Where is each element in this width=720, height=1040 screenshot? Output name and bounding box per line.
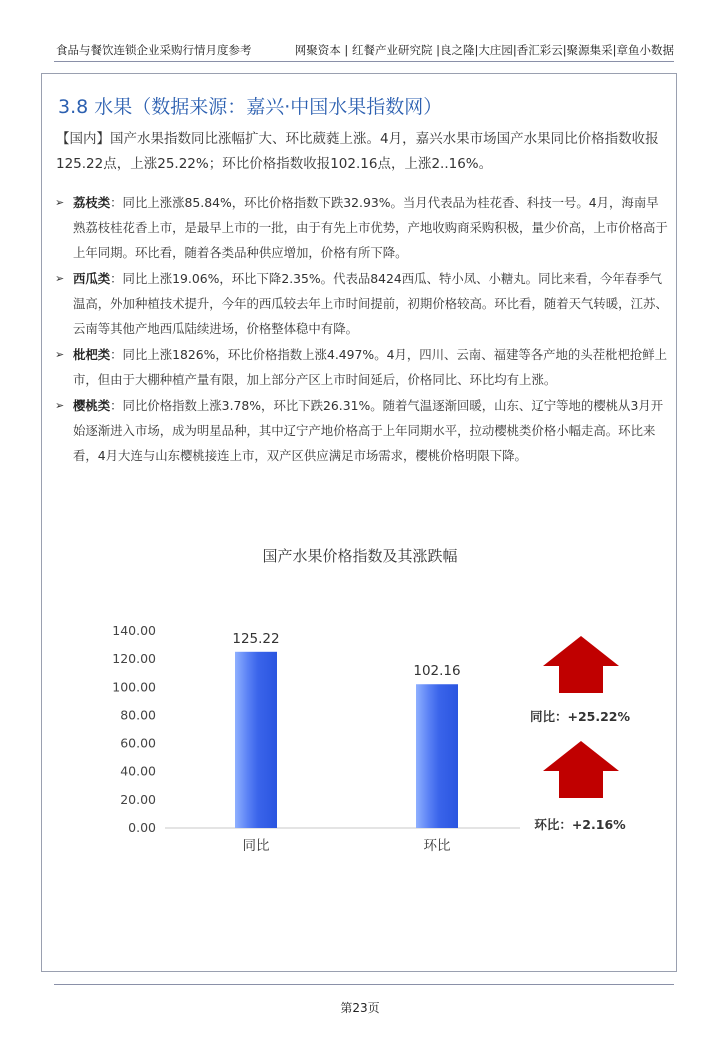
- up-arrow-icon: [543, 636, 619, 693]
- bullet-name: 枇杷类: [73, 347, 111, 362]
- bar-value-label: 102.16: [413, 663, 461, 680]
- arrow-bullet-icon: ➢: [55, 348, 65, 361]
- bullet-text: ：同比上涨涨85.84%，环比价格指数下跌32.93%。当月代表品为桂花香、科技一号。4月，海南早熟荔枝桂花香上市，是最早上市的一批，由于有先上市优势，产地收购商采购积极，量少价高，上市价格高于上年同期。环比看，随着各类品种供应增加，价格有所下降。: [73, 195, 668, 260]
- bar-1: [235, 652, 277, 828]
- bullet-text: ：同比上涨1826%，环比价格指数上涨4.497%。4月，四川、云南、福建等各产地的头茬枇杷抢鲜上市，但由于大棚种植产量有限，加上部分产区上市时间延后，价格同比、环比均有上涨。: [73, 347, 668, 387]
- bar-value-label: 125.22: [232, 630, 280, 647]
- y-tick-label: 20.00: [120, 791, 156, 807]
- header-left-title: 食品与餐饮连锁企业采购行情月度参考: [56, 43, 252, 57]
- page-number: 第23页: [340, 1001, 380, 1015]
- change-label: 同比：+25.22%: [529, 709, 631, 724]
- up-arrow-icon: [543, 741, 619, 798]
- y-tick-label: 140.00: [112, 623, 156, 638]
- bullet-text: ：同比价格指数上涨3.78%，环比下跌26.31%。随着气温逐渐回暖，山东、辽宁等地的樱桃从3月开始逐渐进入市场，成为明星品种，其中辽宁产地价格高于上年同期水平，拉动樱桃类价格小幅走高。环比来看，4月大连与山东樱桃接连上市，双产区供应满足市场需求，樱桃价格明限下降。: [73, 398, 664, 463]
- bullet-name: 樱桃类: [73, 398, 111, 413]
- y-tick-label: 120.00: [112, 651, 156, 667]
- y-tick-label: 60.00: [120, 735, 156, 751]
- chart-title: 国产水果价格指数及其涨跌幅: [262, 547, 458, 565]
- arrow-bullet-icon: ➢: [55, 196, 65, 209]
- bullet-name: 荔枝类: [73, 195, 111, 210]
- arrow-bullet-icon: ➢: [55, 272, 65, 285]
- x-category-label: 同比: [242, 838, 270, 854]
- bar-2: [416, 684, 458, 828]
- section-title: 3.8 水果（数据来源：嘉兴·中国水果指数网）: [58, 96, 443, 118]
- arrow-bullet-icon: ➢: [55, 399, 65, 412]
- header-right-sources: 网聚资本 | 红餐产业研究院 |良之隆|大庄园|香汇彩云|聚源集采|章鱼小数据: [294, 43, 674, 57]
- bullet-name: 西瓜类: [73, 271, 111, 286]
- x-category-label: 环比: [423, 838, 451, 854]
- y-tick-label: 0.00: [128, 820, 156, 835]
- bullet-text: ：同比上涨19.06%，环比下降2.35%。代表品8424西瓜、特小凤、小糖丸。同比来看，今年春季气温高，外加种植技术提升，今年的西瓜较去年上市时间提前，初期价格较高。环比看，随着天气转暖，江苏、云南等其他产地西瓜陆续进场，价格整体稳中有降。: [73, 271, 668, 336]
- section-intro: 【国内】国产水果指数同比涨幅扩大、环比葳蕤上涨。4月，嘉兴水果市场国产水果同比价格指数收报125.22点，上涨25.22%；环比价格指数收报102.16点，上涨2..16%。: [56, 131, 659, 172]
- footer-divider: [54, 984, 674, 985]
- y-tick-label: 40.00: [120, 763, 156, 779]
- y-tick-label: 100.00: [112, 679, 156, 695]
- y-tick-label: 80.00: [120, 707, 156, 723]
- change-label: 环比：+2.16%: [534, 817, 626, 832]
